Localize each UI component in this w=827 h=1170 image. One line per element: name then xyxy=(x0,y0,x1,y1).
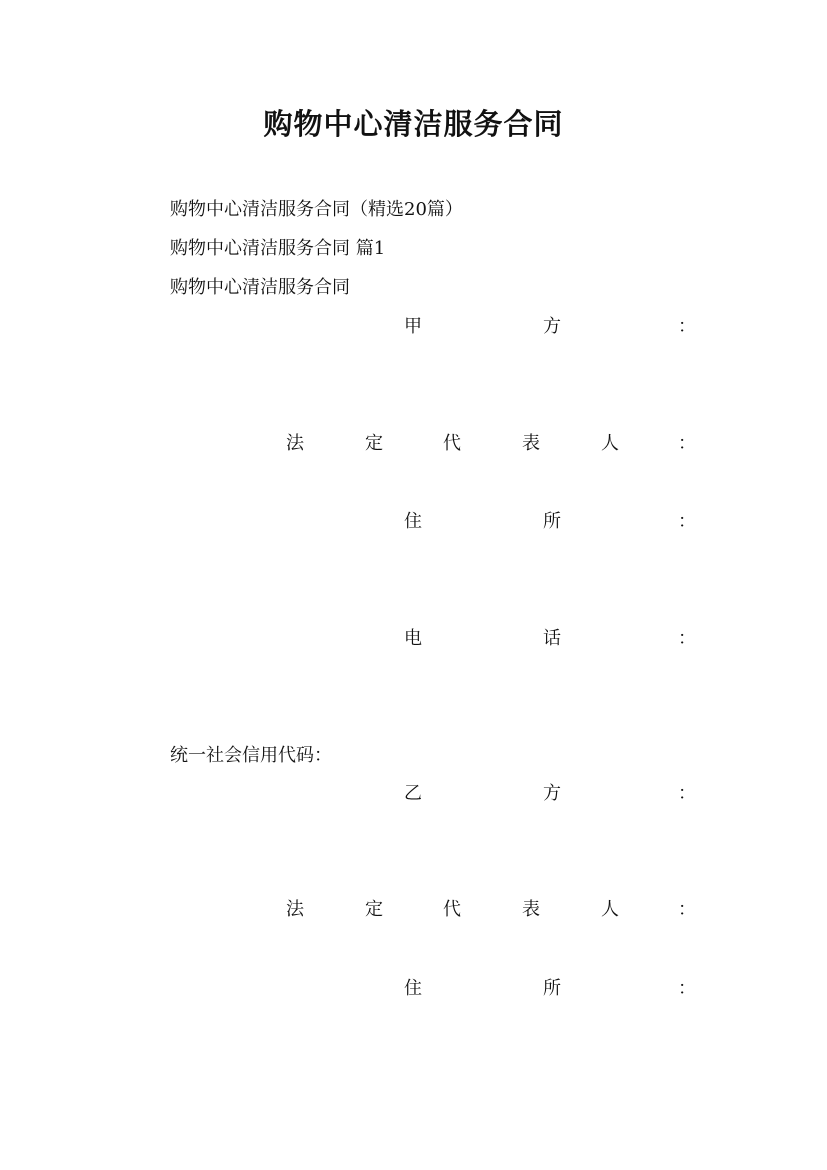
party-a-legal-rep-char: 代 xyxy=(443,433,461,454)
party-a-legal-rep-char: 定 xyxy=(365,433,383,454)
party-b-label-colon: ： xyxy=(678,783,696,804)
party-a-label-colon: ： xyxy=(678,316,696,337)
party-a-credit-code: 统一社会信用代码： xyxy=(170,745,332,766)
party-a-legal-rep-char: 表 xyxy=(522,433,540,454)
section-heading: 购物中心清洁服务合同 篇1 xyxy=(170,238,386,259)
subtitle-line: 购物中心清洁服务合同（精选20篇） xyxy=(170,199,463,220)
party-b-legal-rep-char: 定 xyxy=(365,899,383,920)
contract-name-line: 购物中心清洁服务合同 xyxy=(170,277,350,298)
party-a-address-char: 住 xyxy=(404,511,422,532)
party-a-phone-colon: ： xyxy=(678,628,696,649)
party-b-legal-rep-colon: ： xyxy=(678,899,696,920)
party-b-legal-rep-char: 人 xyxy=(601,899,619,920)
party-a-address-char: 所 xyxy=(543,511,561,532)
party-b-label-char: 乙 xyxy=(404,783,422,804)
party-b-legal-rep-char: 代 xyxy=(443,899,461,920)
party-a-phone-char: 话 xyxy=(543,628,561,649)
party-b-address-colon: ： xyxy=(678,978,696,999)
party-a-label-char: 甲 xyxy=(404,316,422,337)
party-a-address-colon: ： xyxy=(678,511,696,532)
party-b-label-char: 方 xyxy=(543,783,561,804)
party-b-address-char: 所 xyxy=(543,978,561,999)
party-a-phone-char: 电 xyxy=(404,628,422,649)
party-a-legal-rep-char: 人 xyxy=(601,433,619,454)
party-a-legal-rep-colon: ： xyxy=(678,433,696,454)
party-a-legal-rep-char: 法 xyxy=(286,433,304,454)
party-b-legal-rep-char: 表 xyxy=(522,899,540,920)
party-b-address-char: 住 xyxy=(404,978,422,999)
document-title: 购物中心清洁服务合同 xyxy=(263,107,564,141)
party-a-label-char: 方 xyxy=(543,316,561,337)
party-b-legal-rep-char: 法 xyxy=(286,899,304,920)
